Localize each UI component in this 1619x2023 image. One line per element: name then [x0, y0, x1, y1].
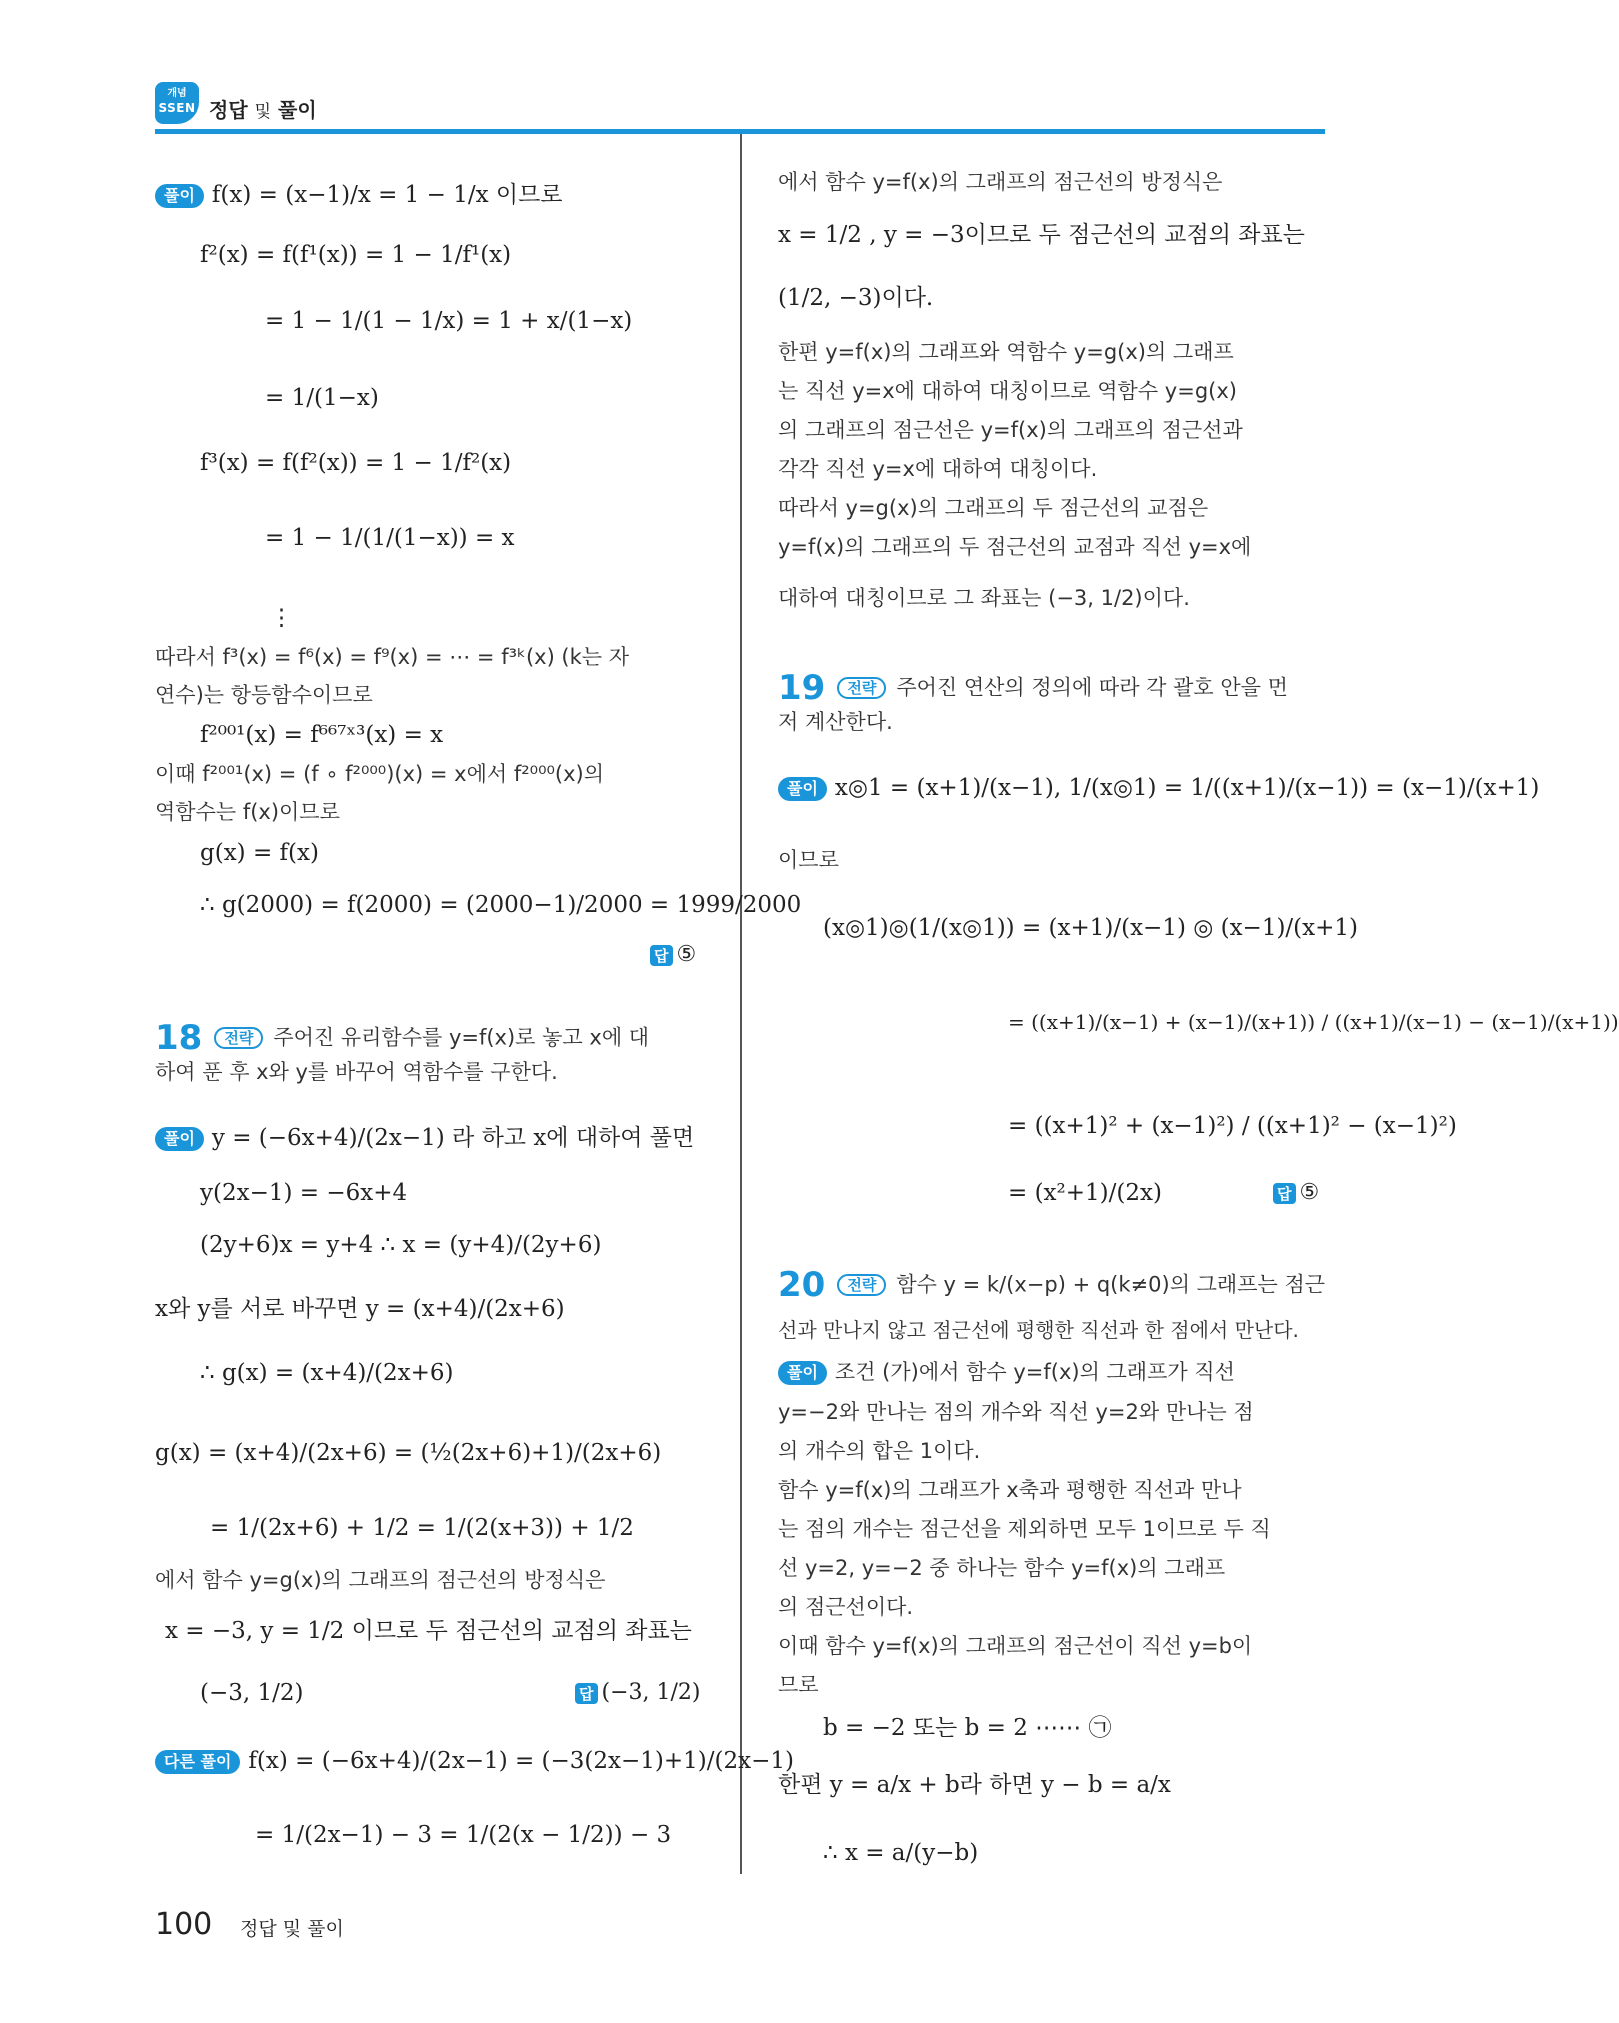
solution-badge: 풀이 [778, 777, 827, 800]
equation-line: = 1/(2x−1) − 3 = 1/(2(x − 1/2)) − 3 [255, 1822, 672, 1848]
text-line: 함수 y=f(x)의 그래프가 x축과 평행한 직선과 만나 [778, 1478, 1242, 1502]
header-title [209, 94, 317, 123]
equation-line: ∴ g(2000) = f(2000) = (2000−1)/2000 = 1999/2000 [200, 892, 802, 918]
solution-line [155, 182, 563, 210]
equation-line: = 1/(2x+6) + 1/2 = 1/(2(x+3)) + 1/2 [210, 1515, 634, 1541]
strategy-text: 주어진 유리함수를 y=f(x)로 놓고 x에 대 [273, 1025, 650, 1050]
text-line: 각각 직선 y=x에 대하여 대칭이다. [778, 457, 1098, 481]
strategy-text-2: 저 계산한다. [778, 710, 893, 734]
answer-17 [650, 942, 696, 967]
logo-top-text: 개념 [167, 88, 187, 99]
text: x◎1 = (x+1)/(x−1), 1/(x◎1) = 1/((x+1)/(x−1)) = (x−1)/(x+1) [834, 775, 1540, 801]
equation-line: = ((x+1)² + (x−1)²) / ((x+1)² − (x−1)²) [1008, 1113, 1457, 1139]
page-number: 100 [155, 1907, 213, 1942]
text-line: 따라서 f³(x) = f⁶(x) = f⁹(x) = ⋯ = f³ᵏ(x) (k는 자 [155, 645, 630, 669]
text-line: 에서 함수 y=f(x)의 그래프의 점근선의 방정식은 [778, 170, 1223, 194]
text-line: 는 직선 y=x에 대하여 대칭이므로 역함수 y=g(x) [778, 379, 1237, 403]
column-divider [740, 134, 742, 1874]
equation-line: = 1 − 1/(1 − 1/x) = 1 + x/(1−x) [265, 308, 633, 334]
equation-line: g(x) = f(x) [200, 840, 319, 866]
equation-line: y(2x−1) = −6x+4 [200, 1180, 408, 1206]
equation-line: x와 y를 서로 바꾸면 y = (x+4)/(2x+6) [155, 1296, 565, 1322]
equation-line: x = −3, y = 1/2 이므로 두 점근선의 교점의 좌표는 [165, 1618, 692, 1644]
text-line: 역함수는 f(x)이므로 [155, 800, 340, 824]
text: 조건 (가)에서 함수 y=f(x)의 그래프가 직선 [834, 1360, 1235, 1384]
answer-value: (−3, 1/2) [601, 1680, 701, 1705]
problem-20-strategy [778, 1265, 1325, 1306]
solution-badge: 풀이 [155, 1127, 204, 1150]
text-line: 따라서 y=g(x)의 그래프의 두 점근선의 교점은 [778, 496, 1209, 520]
answer-value: ⑤ [676, 942, 697, 967]
solution-badge: 풀이 [155, 184, 204, 207]
equation-line: = 1/(1−x) [265, 385, 379, 411]
solution-line [778, 775, 1539, 803]
strategy-text: 주어진 연산의 정의에 따라 각 괄호 안을 먼 [896, 675, 1288, 700]
header-title-small: 및 [254, 102, 272, 122]
strategy-text: 함수 y = k/(x−p) + q(k≠0)의 그래프는 점근 [896, 1272, 1326, 1297]
text-line: 선 y=2, y=−2 중 하나는 함수 y=f(x)의 그래프 [778, 1556, 1226, 1580]
equation-line: = 1 − 1/(1/(1−x)) = x [265, 525, 515, 551]
ellipsis: ⋮ [270, 605, 293, 631]
answer-value: ⑤ [1299, 1180, 1320, 1205]
text: f(x) = (x−1)/x = 1 − 1/x 이므로 [211, 182, 563, 208]
logo-bottom-text: SSEN [158, 101, 196, 115]
equation-line: f³(x) = f(f²(x)) = 1 − 1/f²(x) [200, 450, 512, 476]
strategy-text-2: 하여 푼 후 x와 y를 바꾸어 역함수를 구한다. [155, 1060, 558, 1084]
text: y = (−6x+4)/(2x−1) 라 하고 x에 대하여 풀면 [211, 1125, 695, 1151]
text-line: 의 개수의 합은 1이다. [778, 1439, 981, 1463]
text-line: 는 점의 개수는 점근선을 제외하면 모두 1이므로 두 직 [778, 1517, 1271, 1541]
solution-line [155, 1125, 694, 1153]
problem-number: 18 [155, 1018, 203, 1058]
solution-badge: 풀이 [778, 1361, 827, 1384]
answer-18 [575, 1680, 701, 1705]
problem-18-strategy [155, 1018, 649, 1059]
problem-number: 20 [778, 1265, 826, 1305]
page-header [155, 82, 1325, 134]
text-line: y=−2와 만나는 점의 개수와 직선 y=2와 만나는 점 [778, 1400, 1254, 1424]
text-line: 이때 f²⁰⁰¹(x) = (f ∘ f²⁰⁰⁰)(x) = x에서 f²⁰⁰⁰(x)의 [155, 762, 605, 786]
equation-line: b = −2 또는 b = 2 ⋯⋯ ㉠ [823, 1715, 1112, 1741]
text: f(x) = (−6x+4)/(2x−1) = (−3(2x−1)+1)/(2x−1) [248, 1748, 794, 1774]
equation-line: ∴ x = a/(y−b) [823, 1840, 979, 1866]
text-line: 에서 함수 y=g(x)의 그래프의 점근선의 방정식은 [155, 1568, 606, 1592]
equation-line: = (x²+1)/(2x) [1008, 1180, 1162, 1206]
equation-line: (−3, 1/2) [200, 1680, 304, 1706]
text-line: 이때 함수 y=f(x)의 그래프의 점근선이 직선 y=b이 [778, 1634, 1253, 1658]
equation-line: = ((x+1)/(x−1) + (x−1)/(x+1)) / ((x+1)/(x−1) − (x−1)/(x+1)) [1008, 1010, 1619, 1034]
solution-line [778, 1360, 1235, 1385]
brand-logo [155, 82, 199, 124]
strategy-badge: 전략 [214, 1027, 263, 1049]
header-title-main: 정답 [209, 98, 248, 122]
equation-line: (x◎1)◎(1/(x◎1)) = (x+1)/(x−1) ◎ (x−1)/(x+1) [823, 915, 1359, 941]
alt-solution-badge: 다른 풀이 [155, 1750, 240, 1773]
equation-line: 한편 y = a/x + b라 하면 y − b = a/x [778, 1772, 1171, 1798]
equation-line: f²⁰⁰¹(x) = f⁶⁶⁷ˣ³(x) = x [200, 722, 444, 748]
footer-text: 정답 및 풀이 [240, 1918, 344, 1940]
strategy-badge: 전략 [837, 1274, 886, 1296]
text-line: 연수)는 항등함수이므로 [155, 683, 373, 707]
text-line: 이므로 [778, 848, 839, 872]
equation-line: f²(x) = f(f¹(x)) = 1 − 1/f¹(x) [200, 242, 512, 268]
text-line: 대하여 대칭이므로 그 좌표는 (−3, 1/2)이다. [778, 586, 1190, 610]
alt-solution-line [155, 1748, 794, 1776]
equation-line: (2y+6)x = y+4 ∴ x = (y+4)/(2y+6) [200, 1232, 602, 1258]
text-line: 의 점근선이다. [778, 1595, 914, 1619]
answer-tag: 답 [575, 1683, 598, 1704]
strategy-text-2: 선과 만나지 않고 점근선에 평행한 직선과 한 점에서 만난다. [778, 1318, 1299, 1342]
text-line: 의 그래프의 점근선은 y=f(x)의 그래프의 점근선과 [778, 418, 1243, 442]
equation-line: x = 1/2 , y = −3이므로 두 점근선의 교점의 좌표는 [778, 222, 1305, 248]
text-line: 한편 y=f(x)의 그래프와 역함수 y=g(x)의 그래프 [778, 340, 1234, 364]
answer-19 [1273, 1180, 1319, 1205]
problem-number: 19 [778, 668, 826, 708]
answer-tag: 답 [650, 945, 673, 966]
problem-19-strategy [778, 668, 1288, 709]
strategy-badge: 전략 [837, 677, 886, 699]
header-title-rest: 풀이 [278, 98, 317, 122]
text-line: 므로 [778, 1673, 819, 1697]
text-line: y=f(x)의 그래프의 두 점근선의 교점과 직선 y=x에 [778, 535, 1252, 559]
equation-line: (1/2, −3)이다. [778, 285, 934, 311]
answer-tag: 답 [1273, 1183, 1296, 1204]
equation-line: g(x) = (x+4)/(2x+6) = (½(2x+6)+1)/(2x+6) [155, 1440, 662, 1466]
equation-line: ∴ g(x) = (x+4)/(2x+6) [200, 1360, 454, 1386]
